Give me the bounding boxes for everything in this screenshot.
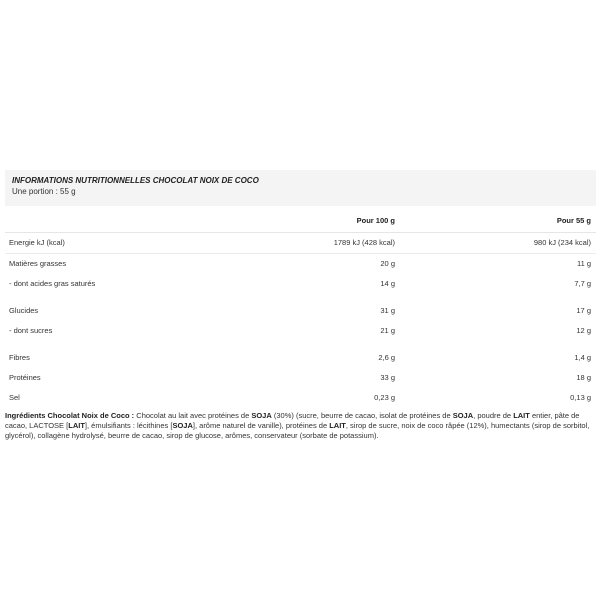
column-header-per55: Pour 55 g bbox=[400, 206, 596, 233]
ingredients-part: (30%) (sucre, beurre de cacao, isolat de protéines de bbox=[271, 411, 453, 420]
row-per55: 980 kJ (234 kcal) bbox=[400, 233, 596, 254]
row-per100: 20 g bbox=[380, 259, 395, 268]
row-per55: 12 g bbox=[576, 326, 591, 335]
allergen: SOJA bbox=[251, 411, 272, 420]
table-row bbox=[5, 321, 596, 341]
ingredients-part: Chocolat au lait avec protéines de bbox=[134, 411, 252, 420]
allergen: SOJA bbox=[172, 421, 193, 430]
row-spacer bbox=[5, 341, 596, 348]
row-label: Protéines bbox=[9, 373, 41, 382]
column-header-label bbox=[5, 206, 205, 233]
allergen: LAIT bbox=[513, 411, 530, 420]
row-per55: 7,7 g bbox=[574, 279, 591, 288]
row-label: Glucides bbox=[9, 306, 39, 315]
table-row bbox=[5, 301, 596, 321]
ingredients-label: Ingrédients Chocolat Noix de Coco : bbox=[5, 411, 135, 420]
ingredients-part: , sirop de sucre, noix de coco râpée (12%), humectants (sirop de sorbitol, glycérol), collagène hydrolysé, beurre de cacao, sirop de glucose, arômes, conservateur (sorbate de potassium). bbox=[5, 421, 590, 440]
ingredients-part: ], émulsifiants : lécithines [ bbox=[84, 421, 173, 430]
column-header-per100: Pour 100 g bbox=[205, 206, 400, 233]
allergen: LAIT bbox=[68, 421, 85, 430]
row-label: - dont acides gras saturés bbox=[9, 279, 96, 288]
row-per55: 1,4 g bbox=[574, 353, 591, 362]
row-per100: 0,23 g bbox=[374, 393, 395, 402]
row-per100: 14 g bbox=[380, 279, 395, 288]
table-row bbox=[5, 274, 596, 294]
row-spacer bbox=[5, 294, 596, 301]
row-per100: 33 g bbox=[380, 373, 395, 382]
table-row bbox=[5, 388, 596, 408]
row-per100: 31 g bbox=[380, 306, 395, 315]
row-label: Matières grasses bbox=[9, 259, 67, 268]
ingredients-part: entier, pâte de cacao, LACTOSE [ bbox=[5, 411, 580, 430]
row-per55: 11 g bbox=[576, 259, 591, 268]
ingredients-part: ], arôme naturel de vanille), protéines de bbox=[192, 421, 330, 430]
row-per55: 18 g bbox=[576, 373, 591, 382]
allergen: SOJA bbox=[452, 411, 474, 420]
row-per55: 0,13 g bbox=[570, 393, 591, 402]
table-header-row bbox=[5, 206, 596, 233]
portion-size: Une portion : 55 g bbox=[12, 187, 76, 196]
allergen: LAIT bbox=[329, 421, 346, 430]
row-label: Sel bbox=[9, 393, 20, 402]
row-per100: 21 g bbox=[380, 326, 395, 335]
row-label: Energie kJ (kcal) bbox=[5, 233, 205, 254]
nutrition-table bbox=[5, 206, 596, 408]
nutrition-header bbox=[5, 170, 596, 206]
table-row bbox=[5, 368, 596, 388]
table-row bbox=[5, 348, 596, 368]
nutrition-panel bbox=[5, 170, 596, 441]
table-row bbox=[5, 254, 596, 275]
table-row bbox=[5, 233, 596, 254]
ingredients-text bbox=[5, 408, 590, 441]
row-per55: 17 g bbox=[576, 306, 591, 315]
row-label: Fibres bbox=[9, 353, 30, 362]
row-per100: 1789 kJ (428 kcal) bbox=[205, 233, 400, 254]
ingredients-part: , poudre de bbox=[473, 411, 514, 420]
row-per100: 2,6 g bbox=[378, 353, 395, 362]
row-label: - dont sucres bbox=[9, 326, 53, 335]
nutrition-title: INFORMATIONS NUTRITIONNELLES CHOCOLAT NOIX DE COCO bbox=[12, 176, 259, 185]
